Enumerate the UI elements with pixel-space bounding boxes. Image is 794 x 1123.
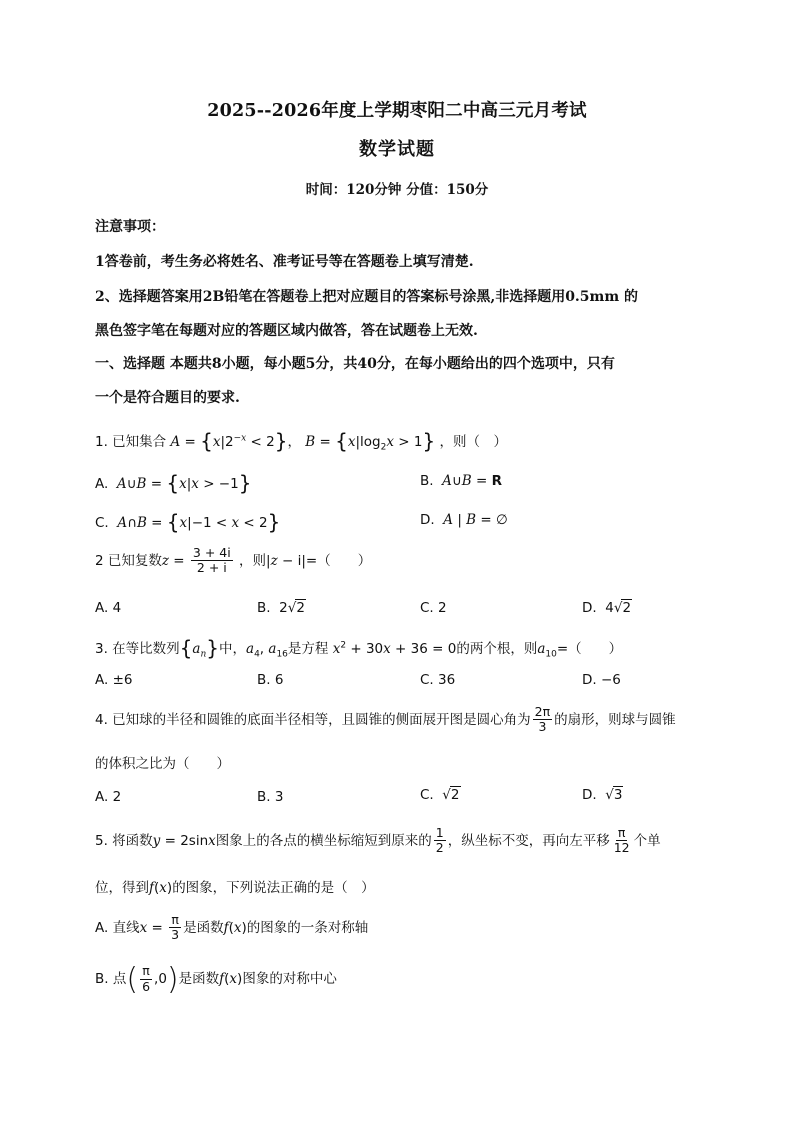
question-2-stem: 2 已知复数z = $\frac{3 + 4i}{2 + i}$ ，则|z − i|=（ ）	[95, 545, 372, 576]
exam-title: 2025--2026年度上学期枣阳二中高三元月考试	[207, 101, 587, 121]
question-1-stem: 1. 已知集合 $A = \{x|2^{-x} < 2\}$， $B = \{x|\log_2x > 1\}$ ，则（ ）	[95, 429, 507, 453]
question-5-stem-line-1: 5. 将函数y = 2sinx图象上的各点的横坐标缩短到原来的 $\frac{1}{2}$ ，纵坐标不变，再向左平移 $\frac{\pi}{12}$ 个单	[95, 825, 661, 856]
question-4-option-a: A. 2	[95, 789, 122, 805]
question-2-option-d: D. 4√2	[582, 600, 632, 616]
question-3-option-a: A. ±6	[95, 672, 133, 688]
question-1-option-a: A. A∪B = {x|x > −1}	[95, 471, 252, 495]
notes-item-2-line-2: 黑色签字笔在每题对应的答题区域内做答，答在试题卷上无效.	[95, 323, 478, 339]
question-2-option-b: B. 2√2	[257, 600, 305, 616]
question-4-option-c: C. √2	[420, 787, 460, 803]
notes-item-2-line-1: 2、选择题答案用2B铅笔在答题卷上把对应题目的答案标号涂黑,非选择题用0.5mm 的	[95, 289, 639, 305]
question-5-stem-line-2: 位，得到f(x)的图象，下列说法正确的是（ ）	[95, 880, 375, 896]
question-4-stem-line-1: 4. 已知球的半径和圆锥的底面半径相等，且圆锥的侧面展开图是圆心角为 $\frac{2\pi}{3}$ 的扇形，则球与圆锥	[95, 704, 676, 735]
question-3-option-c: C. 36	[420, 672, 456, 688]
time-score-info: 时间：120分钟 分值：150分	[305, 182, 489, 198]
question-4-option-d: D. √3	[582, 787, 623, 803]
question-5-option-a: A. 直线x = $\frac{\pi}{3}$ 是函数f(x)的图象的一条对称轴	[95, 912, 369, 943]
question-3-option-d: D. −6	[582, 672, 621, 688]
question-3-stem: 3. 在等比数列$\{a_n\}$中，$a_4$, $a_{16}$是方程 $x^2 + 30x + 36 = 0$的两个根，则$a_{10}=$（ ）	[95, 636, 623, 660]
question-5-option-b: B. 点( $\frac{\pi}{6}$ ,0)是函数f(x)图象的对称中心	[95, 962, 337, 997]
question-4-option-b: B. 3	[257, 789, 284, 805]
section-1-heading-line-1: 一、选择题 本题共8小题，每小题5分，共40分，在每小题给出的四个选项中，只有	[95, 356, 615, 372]
notes-item-1: 1答卷前，考生务必将姓名、准考证号等在答题卷上填写清楚.	[95, 254, 474, 270]
question-4-stem-line-2: 的体积之比为（ ）	[95, 756, 230, 772]
question-1-option-b: B. A∪B = R	[420, 473, 503, 489]
question-2-option-a: A. 4	[95, 600, 122, 616]
question-1-option-d: D. A | B = ∅	[420, 512, 508, 528]
question-2-prefix: 2 已知复数	[95, 552, 162, 569]
set-a-formula: A	[170, 434, 181, 450]
question-2-option-c: C. 2	[420, 600, 447, 616]
subject-title: 数学试题	[359, 139, 435, 160]
question-1-suffix: ，则（ ）	[439, 434, 507, 450]
question-1-prefix: 1. 已知集合	[95, 434, 167, 450]
section-1-heading-line-2: 一个是符合题目的要求.	[95, 390, 240, 406]
question-3-option-b: B. 6	[257, 672, 284, 688]
notes-heading: 注意事项：	[95, 219, 165, 235]
question-1-option-c: C. A∩B = {x|−1 < x < 2}	[95, 510, 281, 534]
